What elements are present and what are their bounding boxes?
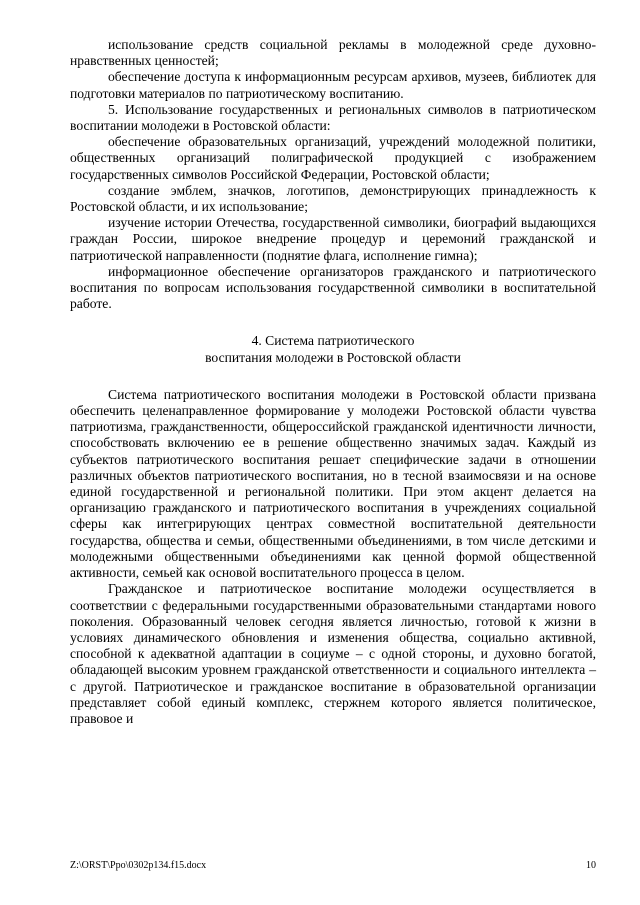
paragraph: обеспечение доступа к информационным ресурсам архивов, музеев, библиотек для подготовки материалов по патриотическому воспитанию. bbox=[70, 69, 596, 101]
document-body bbox=[70, 37, 596, 727]
paragraph: использование средств социальной рекламы в молодежной среде духовно-нравственных ценностей; bbox=[70, 37, 596, 69]
paragraph: 5. Использование государственных и региональных символов в патриотическом воспитании молодежи в Ростовской области: bbox=[70, 101, 596, 134]
paragraph: Гражданское и патриотическое воспитание молодежи осуществляется в соответствии с федеральными государственными образовательными стандартами нового поколения. Образованный человек сегодня является личностью, готовой к жизни в условиях динамического обновления и изменения общества, социально активной, способной к адекватной адаптации в социуме – с одной стороны, и духовно богатой, обладающей высоким уровнем гражданской ответственности и социального интеллекта – с другой. Патриотическое и гражданское воспитание в образовательной организации представляет собой единый комплекс, стержнем которого является политическое, правовое и bbox=[70, 581, 596, 726]
section-heading-line-1: 4. Система патриотического bbox=[251, 333, 415, 349]
paragraph: создание эмблем, значков, логотипов, демонстрирующих принадлежность к Ростовской области, и их использование; bbox=[70, 182, 596, 215]
paragraph: Система патриотического воспитания молодежи в Ростовской области призвана обеспечить целенаправленное формирование у молодежи Ростовской области чувства патриотизма, гражданственности, общероссийской гражданской идентичности личности, способствовать включению ее в решение общественно значимых задач. Каждый из субъектов патриотического воспитания решает специфические задачи в отношении различных объектов патриотического воспитания, но в тесной взаимосвязи и на основе единой государственной и региональной политики. При этом акцент делается на организацию гражданского и патриотического воспитания в учреждениях социальной сферы как интегрирующих центрах совместной воспитательной деятельности государства, общества и семьи, общественными объединениями, в том числе детскими и молодежными общественными объединениями как ценной формой общественной активности, семьей как основой воспитательного процесса в целом. bbox=[70, 386, 596, 581]
section-heading-line-2: воспитания молодежи в Ростовской области bbox=[205, 349, 461, 365]
paragraph: обеспечение образовательных организаций, учреждений молодежной политики, общественных организаций полиграфической продукцией с изображением государственных символов Российской Федерации, Ростовской области; bbox=[70, 134, 596, 182]
paragraph: изучение истории Отечества, государственной символики, биографий выдающихся граждан России, широкое внедрение процедур и церемоний гражданской и патриотической направленности (поднятие флага, исполнение гимна); bbox=[70, 215, 596, 263]
paragraph: информационное обеспечение организаторов гражданского и патриотического воспитания по вопросам использования государственной символики в воспитательной работе. bbox=[70, 263, 596, 312]
footer-file-path: Z:\ORST\Ppo\0302p134.f15.docx bbox=[70, 860, 207, 871]
page-number: 10 bbox=[586, 860, 596, 871]
section-heading bbox=[70, 333, 596, 365]
